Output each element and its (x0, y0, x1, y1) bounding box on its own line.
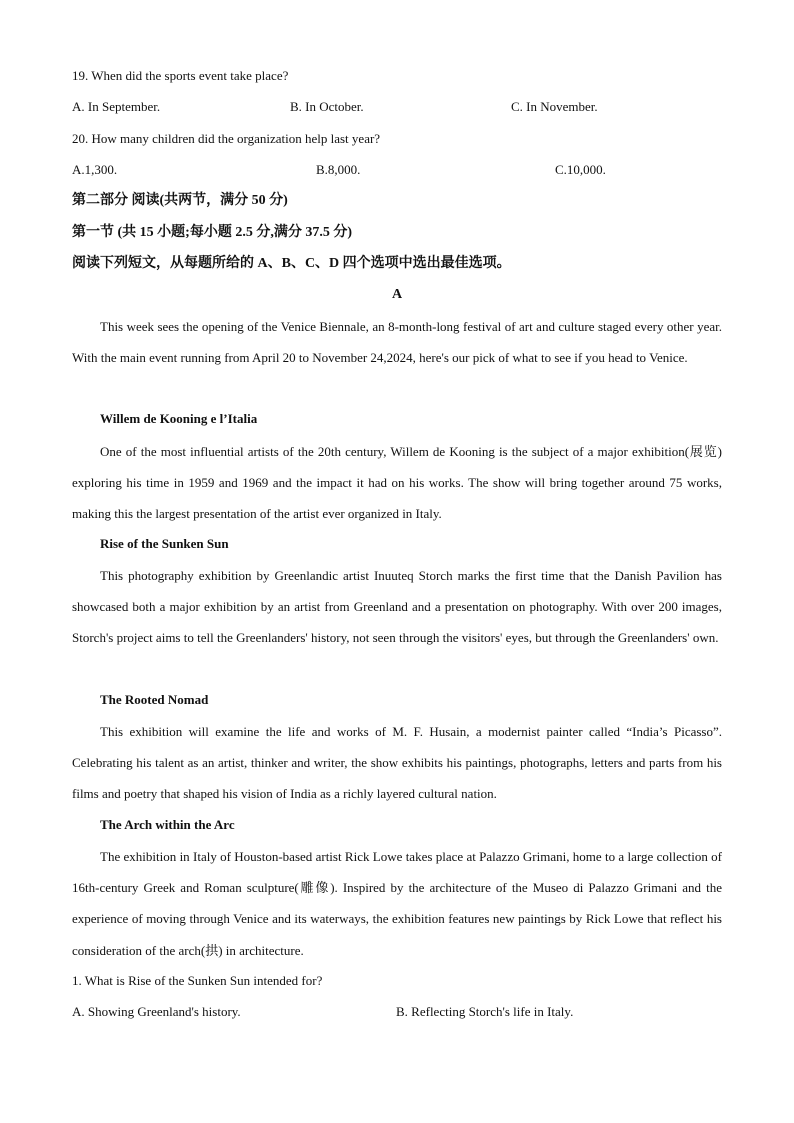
section-heading: 第一节 (共 15 小题;每小题 2.5 分,满分 37.5 分) (72, 225, 352, 240)
section-title-arch: The Arch within the Arc (100, 817, 235, 832)
section-body-rooted-nomad: This exhibition will examine the life and works of M. F. Husain, a modernist painter called “India’s Picasso”. Celebrating his talent as an artist, thinker and writer, the show exhibits his paintings, photographs, letters and parts from his films and poetry that shaped his vision of India as a richly layered cultural nation. (72, 724, 722, 802)
q20-option-a: A.1,300. (72, 162, 118, 177)
q19-option-a: A. In September. (72, 99, 161, 114)
question-19: 19. When did the sports event take place? (72, 68, 289, 83)
section-body-sunken-sun: This photography exhibition by Greenlandic artist Inuuteq Storch marks the first time that the Danish Pavilion has showcased both a major exhibition by an artist from Greenland and a presentation on photography. With over 200 images, Storch's project aims to tell the Greenlanders' history, not seen through the visitors' eyes, but through the Greenlanders' own. (72, 568, 722, 646)
section-title-sunken-sun: Rise of the Sunken Sun (100, 536, 229, 551)
intro-paragraph: This week sees the opening of the Venice Biennale, an 8-month-long festival of art and culture staged every other year. With the main event running from April 20 to November 24,2024, here's our pick of what to see if you head to Venice. (72, 319, 722, 366)
part-heading: 第二部分 阅读(共两节，满分 50 分) (72, 193, 288, 208)
q1-option-b: B. Reflecting Storch's life in Italy. (396, 1004, 574, 1019)
q19-option-b: B. In October. (290, 99, 364, 114)
section-title-kooning: Willem de Kooning e l’Italia (100, 411, 258, 426)
q19-option-c: C. In November. (511, 99, 598, 114)
question-20: 20. How many children did the organization help last year? (72, 131, 381, 146)
section-body-kooning: One of the most influential artists of the 20th century, Willem de Kooning is the subject of a major exhibition(展览) exploring his time in 1959 and 1969 and the impact it had on his works. The show will bring together around 75 works, making this the largest presentation of the artist ever organized in Italy. (72, 444, 722, 522)
passage-label: A (391, 287, 403, 302)
q20-option-b: B.8,000. (316, 162, 361, 177)
section-title-rooted-nomad: The Rooted Nomad (100, 692, 209, 707)
q20-option-c: C.10,000. (555, 162, 606, 177)
question-1: 1. What is Rise of the Sunken Sun intended for? (72, 973, 323, 988)
q1-option-a: A. Showing Greenland's history. (72, 1004, 241, 1019)
section-body-arch: The exhibition in Italy of Houston-based artist Rick Lowe takes place at Palazzo Grimani, home to a large collection of 16th-century Greek and Roman sculpture(雕像). Inspired by the architecture of the Museo di Palazzo Grimani and the experience of moving through Venice and its waterways, the exhibition features new paintings by Rick Lowe that reflect his consideration of the arch(拱) in architecture. (72, 849, 722, 958)
instruction: 阅读下列短文，从每题所给的 A、B、C、D 四个选项中选出最佳选项。 (72, 256, 511, 271)
